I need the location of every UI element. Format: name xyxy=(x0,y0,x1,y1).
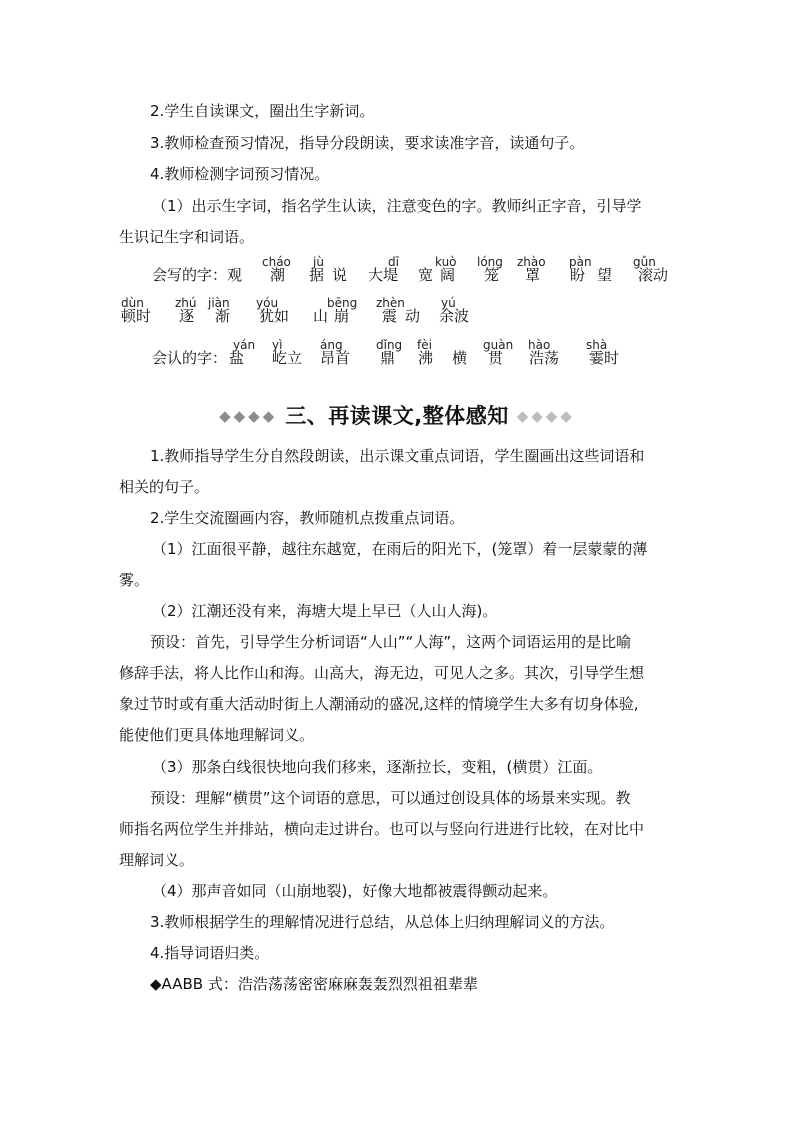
diamond-decoration-icon: ◆◆◆◆ xyxy=(516,407,575,425)
pinyin: guàn xyxy=(483,338,514,352)
quote-2: （2）江潮还没有来，海塘大堤上早已（人山人海)。 xyxy=(152,602,498,620)
quote-4: （4）那声音如同（山崩地裂)，好像大地都被震得颤动起来。 xyxy=(152,882,558,900)
word: 犹如 xyxy=(259,307,290,325)
pinyin: zhào xyxy=(517,255,546,269)
word: 顿时 xyxy=(121,307,152,325)
word: 逐 xyxy=(179,307,195,325)
paragraph-step-2: 2.学生自读课文，圈出生字新词。 xyxy=(150,102,375,120)
pinyin: bēng xyxy=(327,296,358,310)
section-heading xyxy=(0,400,794,430)
quote-1-line2: 雾。 xyxy=(119,571,150,589)
paragraph-3-3: 3.教师根据学生的理解情况进行总结，从总体上归纳理解词义的方法。 xyxy=(150,913,615,931)
pinyin: gǔn xyxy=(633,255,656,269)
word: 震 xyxy=(382,307,398,325)
quote-3: （3）那条白线很快地向我们移来，逐渐拉长，变粗，(横贯）江面。 xyxy=(152,758,603,776)
preset-2-line2: 师指名两位学生并排站，横向走过讲台。也可以与竖向行进进行比较，在对比中 xyxy=(119,820,645,838)
word: 霎时 xyxy=(589,349,620,367)
word: 横 xyxy=(452,349,468,367)
pinyin: dī xyxy=(388,255,399,269)
word: 昂首 xyxy=(320,349,351,367)
paragraph-3-1-line1: 1.教师指导学生分自然段朗读，出示课文重点词语，学生圈画出这些词语和 xyxy=(150,447,645,465)
word: 笼 xyxy=(484,266,500,284)
word: 潮 xyxy=(270,266,286,284)
preset-1-line2: 修辞手法，将人比作山和海。山高大，海无边，可见人之多。其次，引导学生想 xyxy=(119,664,645,682)
word: 浩荡 xyxy=(529,349,560,367)
paragraph-step-4-1-line1: （1）出示生字词，指名学生认读，注意变色的字。教师纠正字音，引导学 xyxy=(152,197,642,215)
pinyin: dǐng xyxy=(376,338,403,352)
pinyin: jù xyxy=(313,255,324,269)
word: 沸 xyxy=(418,349,434,367)
preset-2-line1: 预设：理解“横贯”这个词语的意思，可以通过创设具体的场景来实现。教 xyxy=(150,789,631,807)
paragraph-step-4: 4.教师检测字词预习情况。 xyxy=(150,165,330,183)
pinyin: cháo xyxy=(262,255,291,269)
pinyin: dùn xyxy=(121,296,144,310)
preset-1-line1: 预设：首先，引导学生分析词语“人山”“人海”，这两个词语运用的是比喻 xyxy=(150,633,632,651)
word: 盐 xyxy=(229,349,245,367)
pinyin: jiàn xyxy=(208,296,230,310)
preset-2-line3: 理解词义。 xyxy=(119,851,195,869)
pinyin: zhú xyxy=(175,296,197,310)
diamond-decoration-icon: ◆◆◆◆ xyxy=(219,407,278,425)
preset-1-line3: 象过节时或有重大活动时街上人潮涌动的盛况,这样的情境学生大多有切身体验, xyxy=(119,695,639,713)
pinyin: fèi xyxy=(417,338,432,352)
pinyin: yú xyxy=(441,296,456,310)
word: 余波 xyxy=(439,307,470,325)
word: 观 xyxy=(227,266,243,284)
pinyin: zhèn xyxy=(376,296,405,310)
word: 屹立 xyxy=(272,349,303,367)
word: 滚动 xyxy=(638,266,669,284)
aabb-word-list: ◆AABB 式：浩浩荡荡密密麻麻轰轰烈烈祖祖辈辈 xyxy=(150,975,478,993)
pinyin: hào xyxy=(528,338,551,352)
word: 望 xyxy=(597,266,613,284)
word: 说 xyxy=(332,266,348,284)
pinyin: yì xyxy=(272,338,283,352)
word: 动 xyxy=(405,307,421,325)
quote-1-line1: （1）江面很平静，越往东越宽，在雨后的阳光下，(笼罩）着一层蒙蒙的薄 xyxy=(152,540,648,558)
word: 贯 xyxy=(488,349,504,367)
section-title: 三、再读课文,整体感知 xyxy=(285,404,509,428)
paragraph-step-4-1-line2: 生识记生字和词语。 xyxy=(119,228,255,246)
word: 盼 xyxy=(570,266,586,284)
word: 山 xyxy=(313,307,329,325)
paragraph-3-1-line2: 相关的句子。 xyxy=(119,478,210,496)
word: 渐 xyxy=(215,307,231,325)
paragraph-3-2: 2.学生交流圈画内容，教师随机点拨重点词语。 xyxy=(150,509,465,527)
read-chars-label: 会认的字： xyxy=(152,349,228,367)
paragraph-step-3: 3.教师检查预习情况，指导分段朗读，要求读准字音，读通句子。 xyxy=(150,134,585,152)
word: 宽 xyxy=(418,266,434,284)
word: 大堤 xyxy=(368,266,399,284)
word: 据 xyxy=(309,266,325,284)
pinyin: yán xyxy=(233,338,256,352)
pinyin: kuò xyxy=(435,255,457,269)
pinyin: lóng xyxy=(477,255,503,269)
word: 罩 xyxy=(525,266,541,284)
pinyin: yóu xyxy=(256,296,279,310)
pinyin: pàn xyxy=(569,255,592,269)
word: 崩 xyxy=(334,307,350,325)
preset-1-line4: 能使他们更具体地理解词义。 xyxy=(119,726,315,744)
pinyin: shà xyxy=(586,338,608,352)
word: 鼎 xyxy=(380,349,396,367)
pinyin: áng xyxy=(320,338,343,352)
write-chars-label: 会写的字： xyxy=(152,266,228,284)
paragraph-3-4: 4.指导词语归类。 xyxy=(150,944,270,962)
word: 阔 xyxy=(440,266,456,284)
